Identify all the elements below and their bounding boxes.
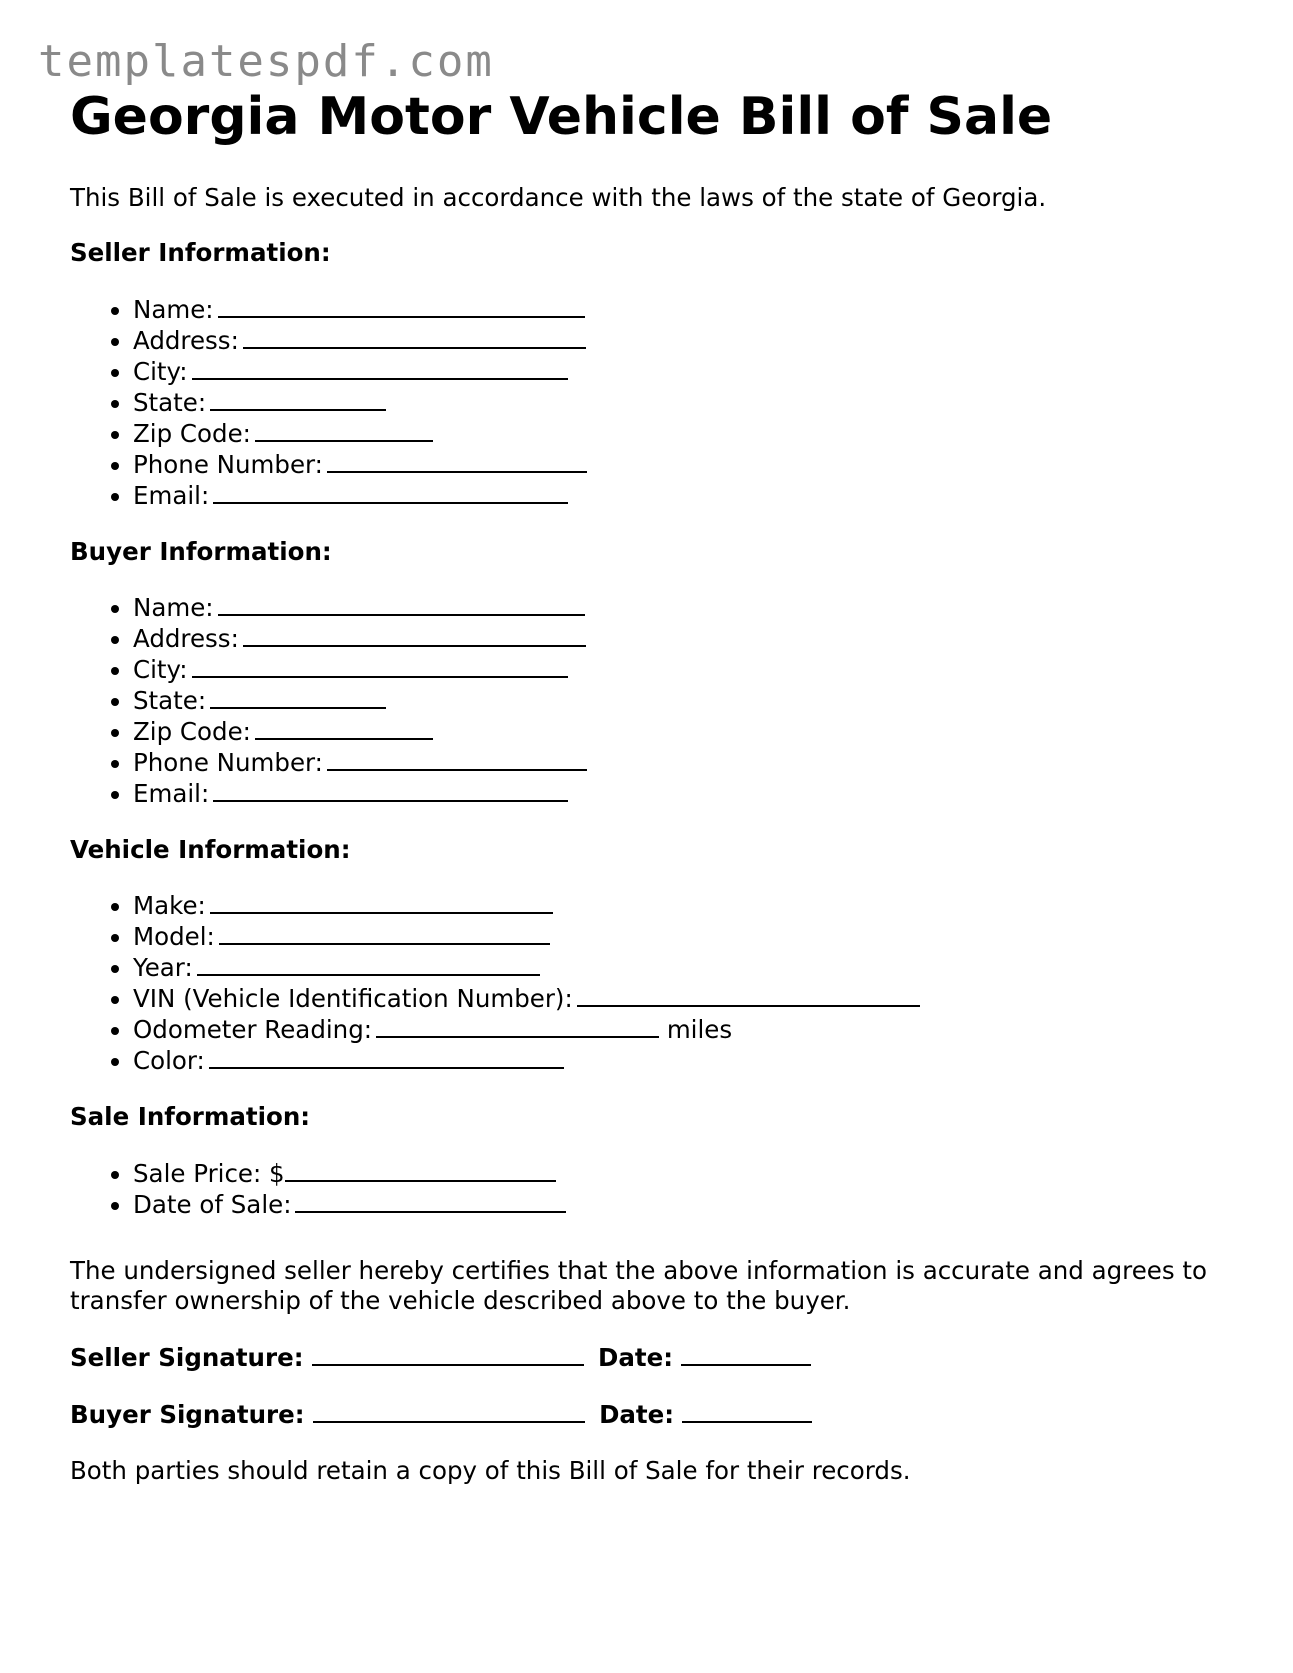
buyer-state-blank[interactable] bbox=[210, 685, 386, 709]
vehicle-year-blank[interactable] bbox=[197, 952, 540, 976]
buyer-address-field bbox=[133, 623, 1230, 654]
intro-text: This Bill of Sale is executed in accordance with the laws of the state of Georgia. bbox=[70, 182, 1047, 212]
buyer-phone-field bbox=[133, 747, 1230, 778]
seller-address-label: Address: bbox=[133, 325, 239, 355]
buyer-section-heading: Buyer Information: bbox=[70, 536, 332, 566]
buyer-city-blank[interactable] bbox=[192, 654, 568, 678]
seller-state-field bbox=[133, 387, 1230, 418]
buyer-state-field bbox=[133, 685, 1230, 716]
buyer-date-label: Date: bbox=[599, 1399, 675, 1429]
buyer-zip-blank[interactable] bbox=[255, 716, 433, 740]
vehicle-vin-field bbox=[133, 983, 1230, 1014]
seller-email-blank[interactable] bbox=[213, 480, 568, 504]
buyer-name-field bbox=[133, 592, 1230, 623]
seller-city-blank[interactable] bbox=[192, 356, 568, 380]
vehicle-vin-label: VIN (Vehicle Identification Number): bbox=[133, 984, 573, 1014]
seller-phone-field bbox=[133, 449, 1230, 480]
watermark-logo: templatespdf.com bbox=[38, 36, 494, 87]
vehicle-color-blank[interactable] bbox=[209, 1045, 564, 1069]
vehicle-odometer-label: Odometer Reading: bbox=[133, 1015, 373, 1045]
sale-date-field bbox=[133, 1189, 1230, 1220]
seller-state-blank[interactable] bbox=[210, 387, 386, 411]
seller-address-blank[interactable] bbox=[243, 325, 586, 349]
buyer-fields-list bbox=[70, 592, 1230, 809]
seller-section-heading: Seller Information: bbox=[70, 238, 331, 268]
buyer-signature-row bbox=[70, 1399, 1230, 1430]
vehicle-odometer-field bbox=[133, 1014, 1230, 1045]
vehicle-color-field bbox=[133, 1045, 1230, 1076]
vehicle-model-blank[interactable] bbox=[219, 921, 550, 945]
sale-price-field bbox=[133, 1158, 1230, 1189]
seller-name-blank[interactable] bbox=[218, 294, 585, 318]
bill-of-sale-document bbox=[70, 88, 1230, 1486]
vehicle-year-label: Year: bbox=[133, 953, 193, 983]
buyer-zip-field bbox=[133, 716, 1230, 747]
buyer-phone-label: Phone Number: bbox=[133, 747, 323, 777]
certification-text: The undersigned seller hereby certifies that the above information is accurate and agrees to transfer ownership of the vehicle described above to the buyer. bbox=[70, 1255, 1208, 1315]
seller-signature-label: Seller Signature: bbox=[70, 1342, 304, 1372]
buyer-email-field bbox=[133, 778, 1230, 809]
buyer-city-label: City: bbox=[133, 654, 188, 684]
seller-signature-blank[interactable] bbox=[312, 1342, 584, 1366]
sale-fields-list bbox=[70, 1158, 1230, 1220]
vehicle-year-field bbox=[133, 952, 1230, 983]
sale-date-blank[interactable] bbox=[295, 1189, 566, 1213]
seller-name-field bbox=[133, 294, 1230, 325]
seller-date-blank[interactable] bbox=[681, 1342, 811, 1366]
sale-date-label: Date of Sale: bbox=[133, 1189, 292, 1219]
vehicle-fields-list bbox=[70, 890, 1230, 1076]
closing-text: Both parties should retain a copy of this Bill of Sale for their records. bbox=[70, 1455, 911, 1485]
seller-phone-label: Phone Number: bbox=[133, 449, 323, 479]
seller-zip-field bbox=[133, 418, 1230, 449]
buyer-phone-blank[interactable] bbox=[327, 747, 587, 771]
seller-email-field bbox=[133, 480, 1230, 511]
buyer-name-blank[interactable] bbox=[218, 592, 585, 616]
seller-address-field bbox=[133, 325, 1230, 356]
buyer-email-blank[interactable] bbox=[213, 778, 568, 802]
seller-city-field bbox=[133, 356, 1230, 387]
buyer-address-label: Address: bbox=[133, 623, 239, 653]
buyer-name-label: Name: bbox=[133, 592, 214, 622]
seller-state-label: State: bbox=[133, 387, 207, 417]
buyer-state-label: State: bbox=[133, 685, 207, 715]
sale-section-heading: Sale Information: bbox=[70, 1102, 311, 1132]
vehicle-odometer-unit: miles bbox=[666, 1015, 733, 1045]
vehicle-model-label: Model: bbox=[133, 922, 215, 952]
seller-zip-blank[interactable] bbox=[255, 418, 433, 442]
vehicle-color-label: Color: bbox=[133, 1046, 205, 1076]
page-title: Georgia Motor Vehicle Bill of Sale bbox=[70, 87, 1053, 147]
vehicle-vin-blank[interactable] bbox=[577, 983, 920, 1007]
vehicle-odometer-blank[interactable] bbox=[376, 1014, 659, 1038]
sale-price-blank[interactable] bbox=[285, 1158, 556, 1182]
buyer-address-blank[interactable] bbox=[243, 623, 586, 647]
vehicle-make-field bbox=[133, 890, 1230, 921]
seller-city-label: City: bbox=[133, 356, 188, 386]
vehicle-make-blank[interactable] bbox=[210, 890, 553, 914]
seller-name-label: Name: bbox=[133, 294, 214, 324]
buyer-zip-label: Zip Code: bbox=[133, 716, 251, 746]
sale-price-label: Sale Price: $ bbox=[133, 1158, 285, 1188]
buyer-signature-label: Buyer Signature: bbox=[70, 1399, 305, 1429]
buyer-email-label: Email: bbox=[133, 778, 210, 808]
buyer-signature-blank[interactable] bbox=[313, 1399, 585, 1423]
seller-phone-blank[interactable] bbox=[327, 449, 587, 473]
vehicle-model-field bbox=[133, 921, 1230, 952]
seller-fields-list bbox=[70, 294, 1230, 511]
buyer-city-field bbox=[133, 654, 1230, 685]
seller-date-label: Date: bbox=[598, 1342, 674, 1372]
vehicle-make-label: Make: bbox=[133, 891, 206, 921]
seller-email-label: Email: bbox=[133, 480, 210, 510]
seller-signature-row bbox=[70, 1342, 1230, 1373]
buyer-date-blank[interactable] bbox=[682, 1399, 812, 1423]
vehicle-section-heading: Vehicle Information: bbox=[70, 834, 351, 864]
seller-zip-label: Zip Code: bbox=[133, 418, 251, 448]
